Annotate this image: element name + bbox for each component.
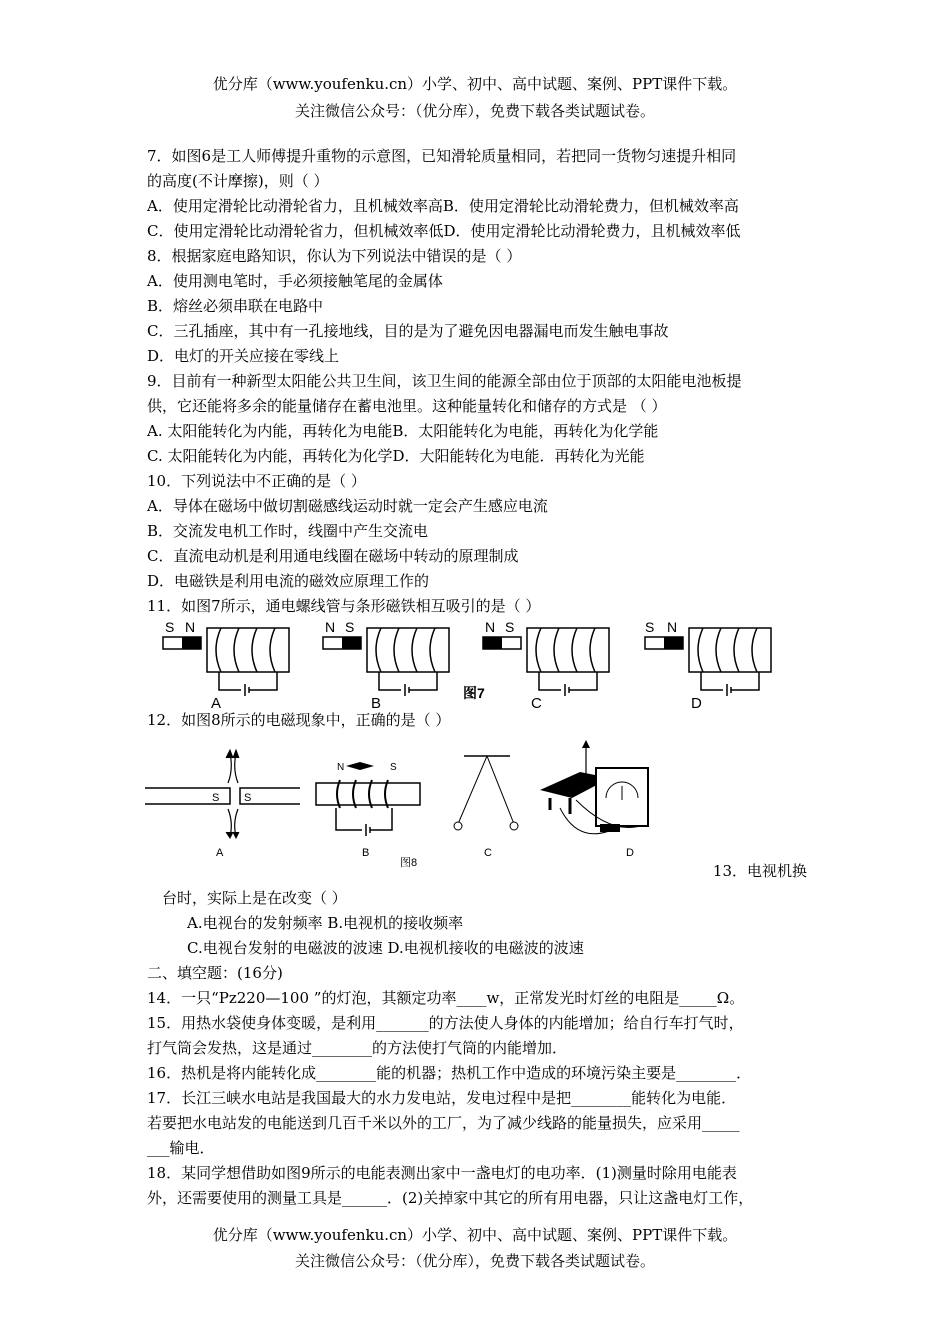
fig7-label-b: B bbox=[371, 695, 382, 712]
fig7-solenoid-b bbox=[367, 628, 449, 672]
fig8-panel-d bbox=[540, 740, 648, 859]
fig7-solenoid-a bbox=[207, 628, 289, 672]
q9-line-1: 9．目前有一种新型太阳能公共卫生间，该卫生间的能源全部由位于顶部的太阳能电池板提 bbox=[147, 372, 742, 390]
q16: 16．热机是将内能转化成________能的机器；热机工作中造成的环境污染主要是________． bbox=[147, 1064, 752, 1082]
fig8-panel-c bbox=[454, 756, 518, 859]
fig8-label-a: A bbox=[216, 847, 224, 859]
q10-option-d: D．电磁铁是利用电流的磁效应原理工作的 bbox=[147, 572, 430, 590]
figure-8 bbox=[140, 738, 700, 868]
fig8-pole-b-2: S bbox=[390, 762, 397, 773]
q7-line-2: 的高度(不计摩擦)，则（ ） bbox=[147, 172, 329, 190]
fig7-pole-c-2: S bbox=[505, 619, 515, 635]
fig7-pole-d-1: S bbox=[645, 619, 655, 635]
fig7-panel-d bbox=[645, 619, 771, 712]
q10-stem: 10．下列说法中不正确的是（ ） bbox=[147, 472, 366, 490]
fig7-pole-b-1: N bbox=[325, 619, 336, 635]
section-2-title: 二、填空题：(16分) bbox=[147, 964, 283, 982]
fig8-panel-b bbox=[316, 762, 420, 859]
q18-line-2: 外，还需要使用的测量工具是______．(2)关掉家中其它的所有用电器，只让这盏电灯工作， bbox=[147, 1189, 754, 1207]
q8-option-b: B．熔丝必须串联在电路中 bbox=[147, 297, 324, 315]
fig7-pole-b-2: S bbox=[345, 619, 355, 635]
q9-option-cd: C. 太阳能转化为内能，再转化为化学D．大阳能转化为电能．再转化为光能 bbox=[147, 447, 645, 465]
fig8-label-c: C bbox=[484, 847, 492, 859]
q8-option-d: D．电灯的开关应接在零线上 bbox=[147, 347, 340, 365]
q9-line-2: 供，它还能将多余的能量储存在蓄电池里。这种能量转化和储存的方式是 （ ） bbox=[147, 397, 667, 415]
q8-option-c: C．三孔插座，其中有一孔接地线，目的是为了避免因电器漏电而发生触电事故 bbox=[147, 322, 669, 340]
fig7-label-a: A bbox=[211, 695, 222, 712]
header-line-2: 关注微信公众号：（优分库），免费下载各类试题试卷。 bbox=[294, 102, 655, 120]
fig7-panel-b bbox=[323, 619, 449, 712]
q11-stem: 11．如图7所示，通电螺线管与条形磁铁相互吸引的是（ ） bbox=[147, 597, 541, 615]
q15-line-1: 15．用热水袋使身体变暖，是利用_______的方法使人身体的内能增加；给自行车打气时， bbox=[147, 1014, 744, 1032]
fig7-panel-c bbox=[483, 619, 609, 712]
fig8-label-d: D bbox=[626, 847, 634, 859]
q10-option-b: B．交流发电机工作时，线圈中产生交流电 bbox=[147, 522, 429, 540]
q10-option-a: A．导体在磁场中做切割磁感线运动时就一定会产生感应电流 bbox=[147, 497, 548, 515]
footer-line-2: 关注微信公众号：（优分库），免费下载各类试题试卷。 bbox=[294, 1252, 655, 1270]
q8-option-a: A．使用测电笔时，手必须接触笔尾的金属体 bbox=[147, 272, 443, 290]
fig7-pole-c-1: N bbox=[485, 619, 496, 635]
fig7-label-c: C bbox=[531, 695, 542, 712]
footer-line-1: 优分库（www.youfenku.cn）小学、初中、高中试题、案例、PPT课件下载。 bbox=[212, 1226, 738, 1244]
q7-option-ab: A．使用定滑轮比动滑轮省力，且机械效率高B．使用定滑轮比动滑轮费力，但机械效率高 bbox=[147, 197, 739, 215]
fig8-panel-a bbox=[145, 750, 300, 859]
figure-7 bbox=[155, 618, 795, 718]
fig7-panel-a bbox=[163, 619, 289, 712]
fig7-solenoid-c bbox=[527, 628, 609, 672]
fig8-caption: 图8 bbox=[400, 857, 418, 868]
fig8-label-b: B bbox=[362, 847, 370, 859]
q12-stem: 12．如图8所示的电磁现象中，正确的是（ ） bbox=[147, 711, 451, 729]
fig8-pole-a-2: S bbox=[244, 792, 252, 804]
fig7-pole-a-1: S bbox=[165, 619, 175, 635]
q13-stem-start: 13．电视机换 bbox=[712, 862, 807, 880]
q17-line-3: ___输电． bbox=[147, 1139, 215, 1157]
q13-stem-end: 台时，实际上是在改变（ ） bbox=[162, 889, 347, 907]
q13-option-cd: C.电视台发射的电磁波的波速 D.电视机接收的电磁波的波速 bbox=[187, 939, 584, 957]
fig7-pole-d-2: N bbox=[667, 619, 678, 635]
header-line-1: 优分库（www.youfenku.cn）小学、初中、高中试题、案例、PPT课件下载。 bbox=[212, 75, 738, 93]
q7-option-cd: C．使用定滑轮比动滑轮省力，但机械效率低D．使用定滑轮比动滑轮费力，且机械效率低 bbox=[147, 222, 741, 240]
q9-option-ab: A. 太阳能转化为内能，再转化为电能B．太阳能转化为电能，再转化为化学能 bbox=[147, 422, 659, 440]
q15-line-2: 打气筒会发热，这是通过________的方法使打气筒的内能增加． bbox=[147, 1039, 568, 1057]
q17-line-2: 若要把水电站发的电能送到几百千米以外的工厂，为了减少线路的能量损失，应采用_____ bbox=[147, 1114, 740, 1132]
q17-line-1: 17．长江三峡水电站是我国最大的水力发电站，发电过程中是把________能转化为电能． bbox=[147, 1089, 737, 1107]
q10-option-c: C．直流电动机是利用通电线圈在磁场中转动的原理制成 bbox=[147, 547, 519, 565]
q18-line-1: 18．某同学想借助如图9所示的电能表测出家中一盏电灯的电功率．(1)测量时除用电能表 bbox=[147, 1164, 737, 1182]
q8-stem: 8．根据家庭电路知识，你认为下列说法中错误的是（ ） bbox=[147, 247, 522, 265]
fig8-pole-b-1: N bbox=[337, 762, 345, 773]
q13-option-ab: A.电视台的发射频率 B.电视机的接收频率 bbox=[187, 914, 464, 932]
fig8-pole-a-1: S bbox=[212, 792, 220, 804]
q7-line-1: 7．如图6是工人师傅提升重物的示意图，已知滑轮质量相同，若把同一货物匀速提升相同 bbox=[147, 147, 737, 165]
fig7-caption: 图7 bbox=[463, 685, 485, 701]
fig7-solenoid-d bbox=[689, 628, 771, 672]
fig7-label-d: D bbox=[691, 695, 702, 712]
fig7-pole-a-2: N bbox=[185, 619, 196, 635]
q14: 14．一只“Pz220—100 ”的灯泡，其额定功率____w，正常发光时灯丝的电阻是_____Ω。 bbox=[147, 989, 745, 1007]
